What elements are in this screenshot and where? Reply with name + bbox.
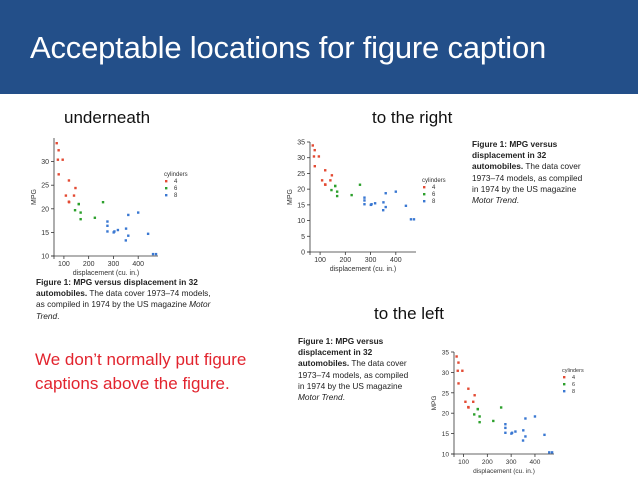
legend-title: cylinders xyxy=(422,178,446,184)
data-point xyxy=(312,144,314,146)
legend-label: 4 xyxy=(432,185,436,191)
data-point xyxy=(385,206,387,208)
label-to-the-left: to the left xyxy=(374,304,444,323)
x-tick-label: 400 xyxy=(529,459,541,466)
data-point xyxy=(461,370,463,372)
data-point xyxy=(334,185,336,187)
data-point xyxy=(473,413,475,415)
data-point xyxy=(464,401,466,403)
data-point xyxy=(61,159,63,161)
data-point xyxy=(57,159,59,161)
data-point xyxy=(363,196,365,198)
legend-marker xyxy=(563,376,565,378)
x-tick-label: 300 xyxy=(364,257,377,264)
x-tick-label: 100 xyxy=(314,257,326,264)
data-point xyxy=(106,220,108,222)
legend-title: cylinders xyxy=(164,172,188,178)
legend-marker xyxy=(563,383,565,385)
data-point xyxy=(106,230,108,232)
data-point xyxy=(455,355,457,357)
y-tick-label: 35 xyxy=(297,139,305,147)
data-point xyxy=(395,190,397,192)
legend-label: 6 xyxy=(174,186,178,192)
data-point xyxy=(330,189,332,191)
caption-bold: Figure 1: MPG versus displacement in 32 automobiles. xyxy=(36,277,198,299)
data-point xyxy=(524,417,526,419)
x-tick-label: 300 xyxy=(505,459,517,466)
y-tick-label: 20 xyxy=(41,206,49,214)
caption-text: The data cover 1973–74 models, as compiled in 1974 by the US magazine xyxy=(36,288,211,310)
label-underneath: underneath xyxy=(64,108,151,127)
y-tick-label: 30 xyxy=(441,369,449,377)
data-point xyxy=(457,361,459,363)
data-point xyxy=(106,225,108,227)
data-point xyxy=(477,408,479,410)
x-axis-title: displacement (cu. in.) xyxy=(473,468,535,475)
data-point xyxy=(382,209,384,211)
figure-caption-underneath xyxy=(36,277,216,322)
legend-marker xyxy=(165,180,167,182)
caption-text: The data cover 1973–74 models, as compiled in 1974 by the US magazine xyxy=(472,161,583,194)
figure-caption-left xyxy=(298,336,416,403)
data-point xyxy=(314,165,316,167)
y-tick-label: 10 xyxy=(441,451,449,459)
data-point xyxy=(374,202,376,204)
data-point xyxy=(473,394,475,396)
data-point xyxy=(329,179,331,181)
data-point xyxy=(467,406,469,408)
y-tick-label: 20 xyxy=(441,410,449,418)
figure-caption-right xyxy=(472,139,588,206)
legend-label: 6 xyxy=(432,192,436,198)
legend-title: cylinders xyxy=(562,368,584,374)
y-axis-title: MPG xyxy=(431,395,438,411)
data-point xyxy=(524,435,526,437)
data-point xyxy=(382,201,384,203)
x-tick-label: 100 xyxy=(58,261,70,268)
y-tick-label: 15 xyxy=(297,202,305,210)
scatter-plot-left xyxy=(428,346,608,475)
data-point xyxy=(313,155,315,157)
data-point xyxy=(56,142,58,144)
data-point xyxy=(147,233,149,235)
x-axis-title: displacement (cu. in.) xyxy=(72,270,140,277)
data-point xyxy=(504,427,506,429)
caption-bold: Figure 1: MPG versus displacement in 32 automobiles. xyxy=(298,336,384,369)
data-point xyxy=(457,382,459,384)
data-point xyxy=(405,205,407,207)
data-point xyxy=(113,230,115,232)
legend-label: 4 xyxy=(572,375,576,381)
x-tick-label: 200 xyxy=(481,459,493,466)
y-tick-label: 0 xyxy=(301,249,305,257)
data-point xyxy=(543,434,545,436)
legend-marker xyxy=(165,187,167,189)
data-point xyxy=(57,149,59,151)
data-point xyxy=(318,155,320,157)
caption-italic: Motor Trend xyxy=(298,392,343,403)
data-point xyxy=(551,451,553,453)
data-point xyxy=(79,218,81,220)
data-point xyxy=(127,235,129,237)
data-point xyxy=(68,179,70,181)
data-point xyxy=(472,401,474,403)
legend-marker xyxy=(423,193,425,195)
y-tick-label: 15 xyxy=(441,431,449,439)
caption-italic: Motor Trend xyxy=(472,195,517,206)
y-tick-label: 25 xyxy=(441,390,449,398)
data-point xyxy=(78,203,80,205)
y-axis-title: MPG xyxy=(31,189,38,205)
data-point xyxy=(478,415,480,417)
caption-italic: Motor Trend xyxy=(36,299,211,321)
y-tick-label: 15 xyxy=(41,229,49,237)
scatter-plot-right xyxy=(282,134,470,278)
x-axis-title: displacement (cu. in.) xyxy=(329,266,397,273)
data-point xyxy=(467,388,469,390)
data-point xyxy=(74,187,76,189)
y-tick-label: 20 xyxy=(297,186,305,194)
data-point xyxy=(504,432,506,434)
data-point xyxy=(504,423,506,425)
caption-end: . xyxy=(516,195,519,206)
caption-text: The data cover 1973–74 models, as compiled in 1974 by the US magazine xyxy=(298,358,409,391)
data-point xyxy=(413,218,415,220)
caption-bold: Figure 1: MPG versus displacement in 32 automobiles. xyxy=(472,139,558,172)
data-point xyxy=(74,209,76,211)
data-point xyxy=(79,211,81,213)
legend-label: 8 xyxy=(572,389,576,395)
data-point xyxy=(73,194,75,196)
data-point xyxy=(511,432,513,434)
data-point xyxy=(534,415,536,417)
caption-placement-note: We don’t normally put figure captions above the figure. xyxy=(35,350,247,393)
x-tick-label: 200 xyxy=(339,257,352,264)
y-tick-label: 30 xyxy=(41,159,49,167)
data-point xyxy=(370,203,372,205)
legend-marker xyxy=(423,200,425,202)
slide-title: Acceptable locations for figure caption xyxy=(30,30,547,65)
caption-end: . xyxy=(342,392,345,403)
data-point xyxy=(492,420,494,422)
data-point xyxy=(58,173,60,175)
data-point xyxy=(522,439,524,441)
data-point xyxy=(125,239,127,241)
data-point xyxy=(314,149,316,151)
label-to-the-right: to the right xyxy=(372,108,453,127)
data-point xyxy=(457,370,459,372)
y-axis-title: MPG xyxy=(287,189,294,205)
data-point xyxy=(336,195,338,197)
legend-marker xyxy=(423,186,425,188)
data-point xyxy=(350,194,352,196)
title-bar xyxy=(0,0,638,94)
data-point xyxy=(500,406,502,408)
scatter-plot-underneath xyxy=(30,132,230,277)
data-point xyxy=(321,179,323,181)
data-point xyxy=(336,190,338,192)
data-point xyxy=(65,194,67,196)
x-tick-label: 200 xyxy=(82,261,95,268)
data-point xyxy=(324,184,326,186)
y-tick-label: 10 xyxy=(297,218,305,226)
legend-label: 6 xyxy=(572,382,576,388)
data-point xyxy=(410,218,412,220)
data-point xyxy=(127,214,129,216)
y-tick-label: 25 xyxy=(41,182,49,190)
data-point xyxy=(155,253,157,255)
data-point xyxy=(94,217,96,219)
x-tick-label: 400 xyxy=(132,261,145,268)
data-point xyxy=(102,201,104,203)
data-point xyxy=(152,253,154,255)
legend-label: 8 xyxy=(174,193,178,199)
y-tick-label: 25 xyxy=(297,170,305,178)
data-point xyxy=(331,174,333,176)
data-point xyxy=(522,429,524,431)
legend-label: 8 xyxy=(432,199,436,205)
legend-marker xyxy=(563,390,565,392)
data-point xyxy=(125,227,127,229)
data-point xyxy=(478,421,480,423)
data-point xyxy=(117,229,119,231)
data-point xyxy=(137,211,139,213)
data-point xyxy=(324,169,326,171)
legend-marker xyxy=(165,194,167,196)
x-tick-label: 400 xyxy=(389,257,402,264)
x-tick-label: 100 xyxy=(458,459,469,466)
data-point xyxy=(359,184,361,186)
y-tick-label: 10 xyxy=(41,253,49,261)
y-tick-label: 5 xyxy=(301,233,305,241)
data-point xyxy=(68,201,70,203)
y-tick-label: 30 xyxy=(297,155,305,163)
data-point xyxy=(514,430,516,432)
data-point xyxy=(385,192,387,194)
data-point xyxy=(363,199,365,201)
x-tick-label: 300 xyxy=(107,261,120,268)
caption-end: . xyxy=(57,310,60,321)
y-tick-label: 35 xyxy=(441,349,449,357)
data-point xyxy=(363,203,365,205)
legend-label: 4 xyxy=(174,179,178,185)
data-point xyxy=(548,451,550,453)
